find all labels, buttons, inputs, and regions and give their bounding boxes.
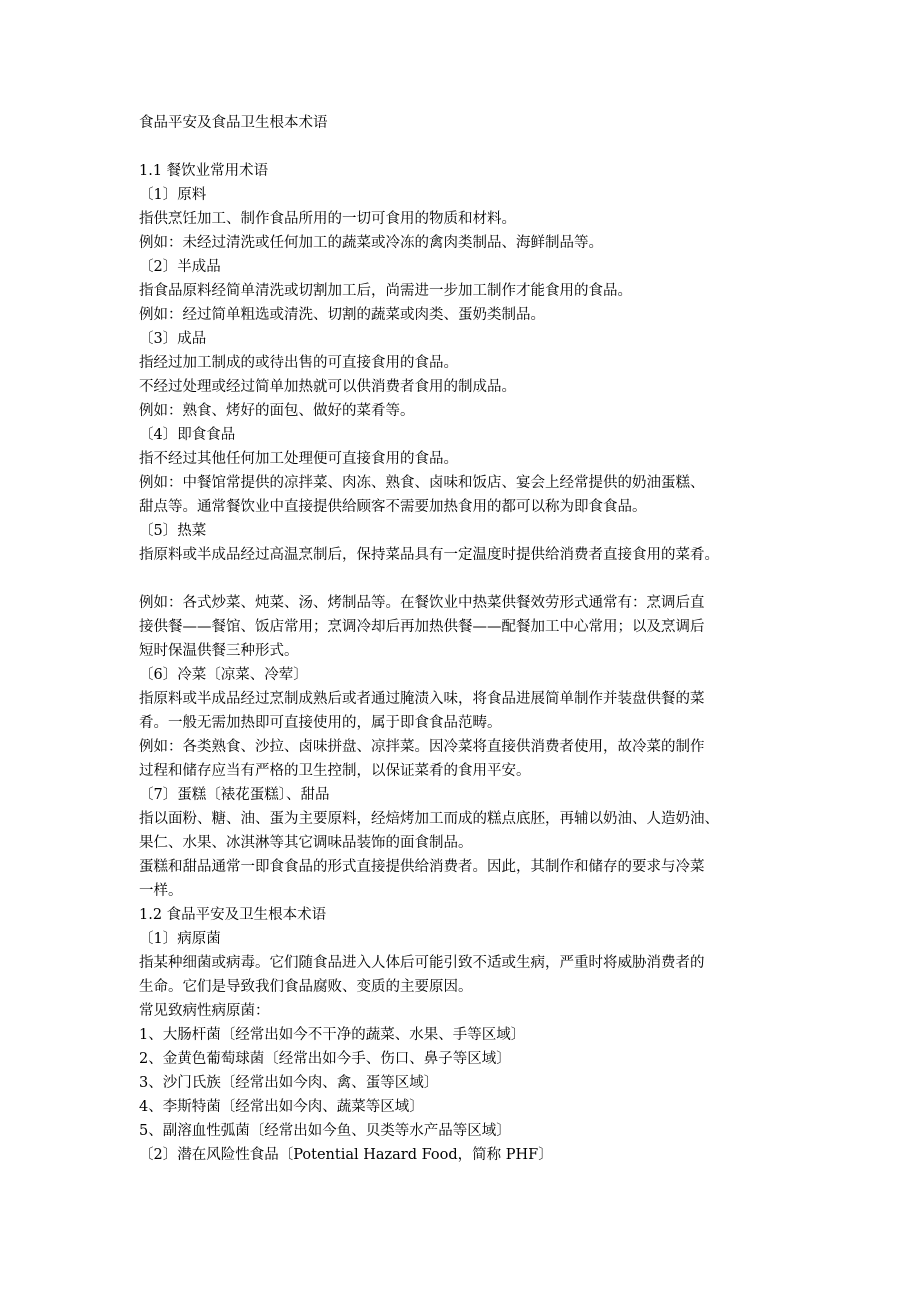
term-cake-dessert-definition-line-1: 指以面粉、糖、油、蛋为主要原料，经焙烤加工而成的糕点底胚，再辅以奶油、人造奶油、 bbox=[139, 811, 719, 827]
term-potential-hazard-food-label: 〔2〕潜在风险性食品〔Potential Hazard Food，简称 PHF〕 bbox=[139, 1147, 553, 1163]
term-hot-dish-label: 〔5〕热菜 bbox=[139, 523, 207, 539]
pathogen-list-item-1: 1、大肠杆菌〔经常出如今不干净的蔬菜、水果、手等区域〕 bbox=[139, 1027, 526, 1043]
term-hot-dish-example-line-3: 短时保温供餐三种形式。 bbox=[139, 643, 299, 659]
term-cold-dish-label: 〔6〕冷菜〔凉菜、冷荤〕 bbox=[139, 667, 308, 683]
term-semi-finished-example: 例如：经过简单粗选或清洗、切割的蔬菜或肉类、蛋奶类制品。 bbox=[139, 307, 545, 323]
pathogen-list-item-2: 2、金黄色葡萄球菌〔经常出如今手、伤口、鼻子等区域〕 bbox=[139, 1051, 511, 1067]
term-cold-dish-definition-line-2: 肴。一般无需加热即可直接使用的，属于即食食品范畴。 bbox=[139, 715, 502, 731]
term-ready-to-eat-example-line-1: 例如：中餐馆常提供的凉拌菜、肉冻、熟食、卤味和饭店、宴会上经常提供的奶油蛋糕、 bbox=[139, 475, 705, 491]
document-page bbox=[139, 111, 789, 1167]
term-semi-finished-label: 〔2〕半成品 bbox=[139, 259, 221, 275]
section-heading-1-2: 1.2 食品平安及卫生根本术语 bbox=[139, 907, 327, 923]
pathogen-list-item-4: 4、李斯特菌〔经常出如今肉、蔬菜等区域〕 bbox=[139, 1099, 424, 1115]
term-hot-dish-example-line-1: 例如：各式炒菜、炖菜、汤、烤制品等。在餐饮业中热菜供餐效劳形式通常有：烹调后直 bbox=[139, 595, 705, 611]
term-cake-dessert-note-line-1: 蛋糕和甜品通常一即食食品的形式直接提供给消费者。因此，其制作和储存的要求与冷菜 bbox=[139, 859, 705, 875]
term-pathogen-definition-line-1: 指某种细菌或病毒。它们随食品进入人体后可能引致不适或生病，严重时将威胁消费者的 bbox=[139, 955, 705, 971]
section-heading-1-1: 1.1 餐饮业常用术语 bbox=[139, 163, 269, 179]
term-ready-to-eat-label: 〔4〕即食食品 bbox=[139, 427, 236, 443]
term-finished-product-detail: 不经过处理或经过简单加热就可以供消费者食用的制成品。 bbox=[139, 379, 516, 395]
term-ready-to-eat-example-line-2: 甜点等。通常餐饮业中直接提供给顾客不需要加热食用的都可以称为即食食品。 bbox=[139, 499, 647, 515]
term-cold-dish-example-line-1: 例如：各类熟食、沙拉、卤味拼盘、凉拌菜。因冷菜将直接供消费者使用，故冷菜的制作 bbox=[139, 739, 705, 755]
term-raw-material-definition: 指供烹饪加工、制作食品所用的一切可食用的物质和材料。 bbox=[139, 211, 516, 227]
term-hot-dish-definition: 指原料或半成品经过高温烹制后，保持菜品具有一定温度时提供给消费者直接食用的菜肴。 bbox=[139, 547, 719, 563]
term-ready-to-eat-definition: 指不经过其他任何加工处理便可直接食用的食品。 bbox=[139, 451, 458, 467]
pathogen-list-item-5: 5、副溶血性弧菌〔经常出如今鱼、贝类等水产品等区域〕 bbox=[139, 1123, 511, 1139]
term-finished-product-label: 〔3〕成品 bbox=[139, 331, 207, 347]
term-cold-dish-example-line-2: 过程和储存应当有严格的卫生控制，以保证菜肴的食用平安。 bbox=[139, 763, 531, 779]
term-pathogen-definition-line-2: 生命。它们是导致我们食品腐败、变质的主要原因。 bbox=[139, 979, 473, 995]
term-pathogen-label: 〔1〕病原菌 bbox=[139, 931, 221, 947]
term-cake-dessert-note-line-2: 一样。 bbox=[139, 883, 183, 899]
document-title: 食品平安及食品卫生根本术语 bbox=[139, 115, 328, 131]
pathogen-list-item-3: 3、沙门氏族〔经常出如今肉、禽、蛋等区域〕 bbox=[139, 1075, 439, 1091]
term-semi-finished-definition: 指食品原料经简单清洗或切割加工后，尚需进一步加工制作才能食用的食品。 bbox=[139, 283, 632, 299]
term-finished-product-example: 例如：熟食、烤好的面包、做好的菜肴等。 bbox=[139, 403, 415, 419]
term-hot-dish-blank-line bbox=[139, 567, 789, 591]
term-finished-product-definition: 指经过加工制成的或待出售的可直接食用的食品。 bbox=[139, 355, 458, 371]
term-raw-material-label: 〔1〕原料 bbox=[139, 187, 207, 203]
term-hot-dish-example-line-2: 接供餐——餐馆、饭店常用；烹调冷却后再加热供餐——配餐加工中心常用；以及烹调后 bbox=[139, 619, 705, 635]
term-raw-material-example: 例如：未经过清洗或任何加工的蔬菜或冷冻的禽肉类制品、海鲜制品等。 bbox=[139, 235, 603, 251]
term-pathogen-common-heading: 常见致病性病原菌： bbox=[139, 1003, 270, 1019]
term-cake-dessert-definition-line-2: 果仁、水果、冰淇淋等其它调味品装饰的面食制品。 bbox=[139, 835, 473, 851]
term-cake-dessert-label: 〔7〕蛋糕〔裱花蛋糕〕、甜品 bbox=[139, 787, 330, 803]
term-cold-dish-definition-line-1: 指原料或半成品经过烹制成熟后或者通过腌渍入味，将食品进展简单制作并装盘供餐的菜 bbox=[139, 691, 705, 707]
